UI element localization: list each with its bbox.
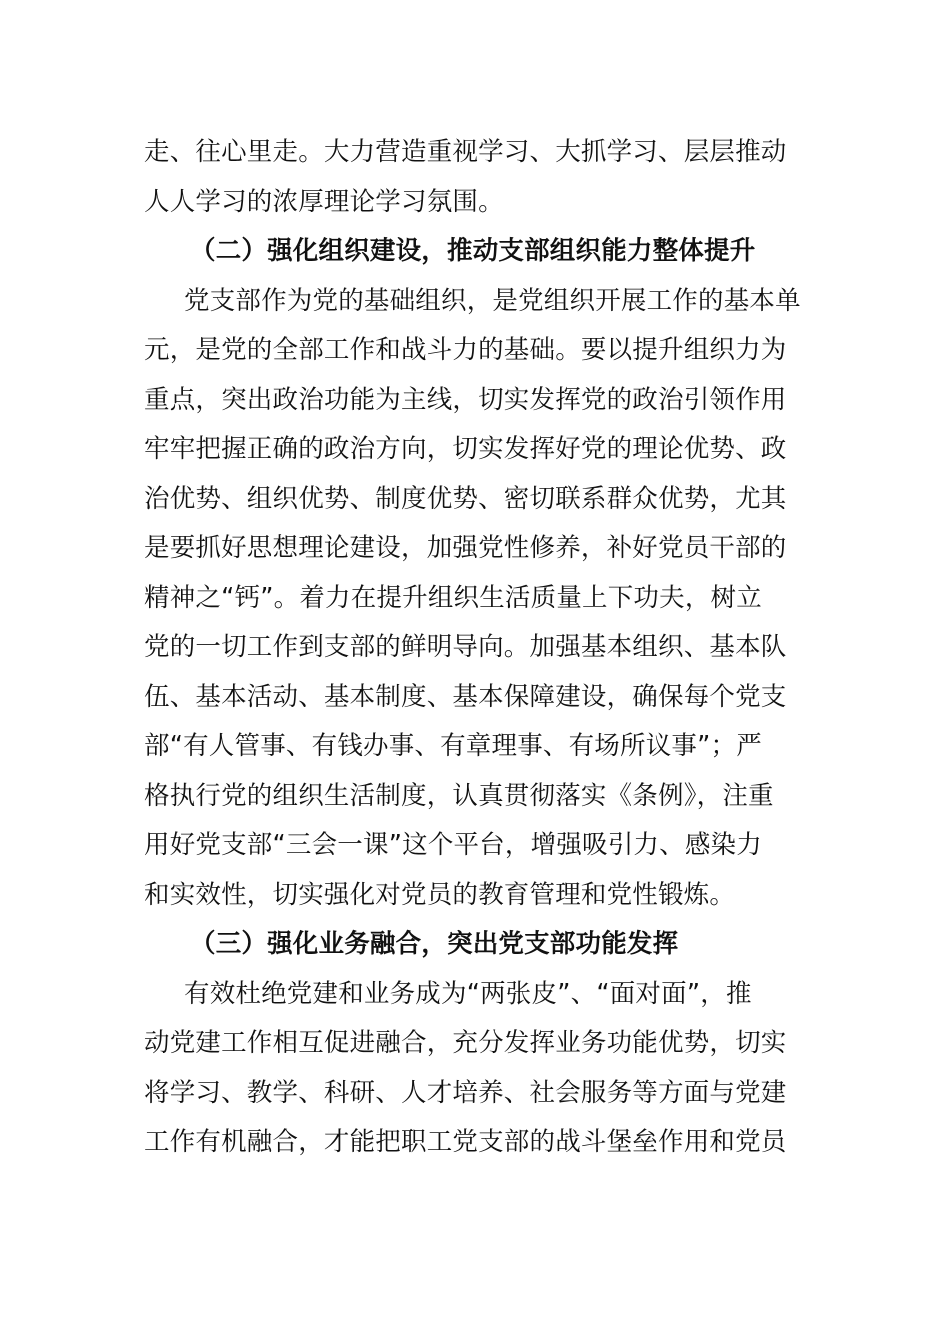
paragraph-continuation	[144, 128, 808, 227]
document-body	[144, 128, 808, 1168]
text-line: 元，是党的全部工作和战斗力的基础。要以提升组织力为	[144, 335, 787, 365]
text-line: 党支部作为党的基础组织，是党组织开展工作的基本单	[184, 285, 801, 316]
text-line: 牢牢把握正确的政治方向，切实发挥好党的理论优势、政	[144, 434, 787, 464]
section-heading-2: （二）强化组织建设，推动支部组织能力整体提升	[190, 236, 756, 266]
text-line: 和实效性，切实强化对党员的教育管理和党性锻炼。	[144, 879, 736, 910]
text-line: 有效杜绝党建和业务成为“两张皮”、“面对面”，推	[184, 978, 752, 1009]
text-line: 用好党支部“三会一课”这个平台，增强吸引力、感染力	[144, 830, 762, 860]
paragraph-business-integration	[144, 970, 808, 1168]
paragraph-organization	[144, 277, 808, 921]
text-line: 动党建工作相互促进融合，充分发挥业务功能优势，切实	[144, 1028, 787, 1058]
text-line: 人人学习的浓厚理论学习氛围。	[144, 186, 504, 217]
text-line: 格执行党的组织生活制度，认真贯彻落实《条例》，注重	[144, 780, 774, 811]
text-line: 党的一切工作到支部的鲜明导向。加强基本组织、基本队	[144, 632, 787, 662]
text-line: 部“有人管事、有钱办事、有章理事、有场所议事”；严	[144, 731, 762, 761]
text-line: 重点，突出政治功能为主线，切实发挥党的政治引领作用	[144, 384, 787, 415]
text-line: 精神之“钙”。着力在提升组织生活质量上下功夫，树立	[144, 582, 762, 613]
text-line: 治优势、组织优势、制度优势、密切联系群众优势，尤其	[144, 483, 787, 514]
text-line: 工作有机融合，才能把职工党支部的战斗堡垒作用和党员	[144, 1127, 787, 1157]
section-heading-3: （三）强化业务融合，突出党支部功能发挥	[190, 929, 679, 959]
text-line: 伍、基本活动、基本制度、基本保障建设，确保每个党支	[144, 681, 787, 712]
text-line: 走、往心里走。大力营造重视学习、大抓学习、层层推动	[144, 137, 787, 167]
text-line: 是要抓好思想理论建设，加强党性修养，补好党员干部的	[144, 533, 787, 563]
text-line: 将学习、教学、科研、人才培养、社会服务等方面与党建	[144, 1077, 787, 1108]
